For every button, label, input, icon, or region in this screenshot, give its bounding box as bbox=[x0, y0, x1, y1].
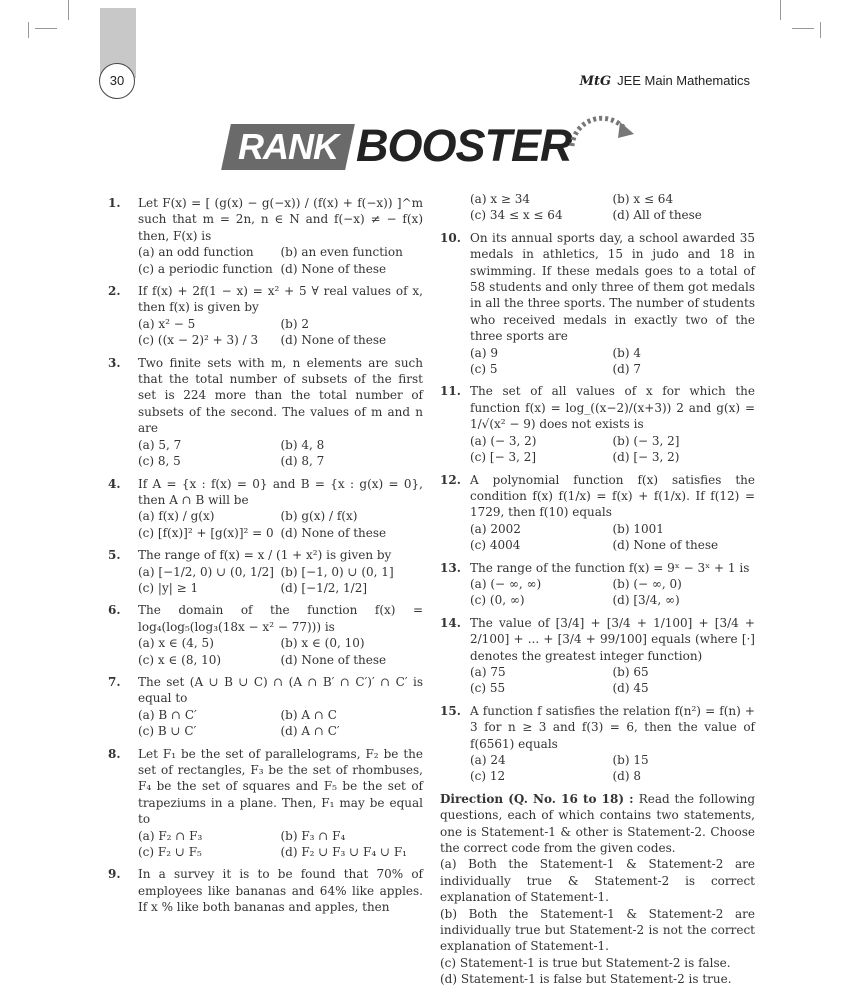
question-stem: A function f satisfies the relation f(n²) = f(n) + 3 for n ≥ 3 and f(3) = 6, then the value of f(6561) equals bbox=[470, 703, 755, 751]
option: (a) 5, 7 bbox=[138, 437, 182, 452]
question-stem: The domain of the function f(x) = log₄(log₅(log₃(18x − x² − 77))) is bbox=[138, 603, 423, 634]
question-number: 14. bbox=[440, 615, 461, 630]
question-stem: The range of f(x) = x / (1 + x²) is given by bbox=[138, 548, 392, 563]
question-stem: If f(x) + 2f(1 − x) = x² + 5 ∀ real values of x, then f(x) is given by bbox=[138, 284, 423, 315]
option: (c) [f(x)]² + [g(x)]² = 0 bbox=[138, 525, 274, 540]
option: (c) a periodic function bbox=[138, 261, 273, 276]
option-list bbox=[470, 576, 755, 609]
question-number: 10. bbox=[440, 230, 461, 245]
option: (c) x ∈ (8, 10) bbox=[138, 652, 222, 667]
question-stem: A polynomial function f(x) satisfies the condition f(x) f(1/x) = f(x) + f(1/x). If f(12) = 1729, then f(10) equals bbox=[470, 472, 755, 520]
option: (b) 1001 bbox=[612, 521, 664, 536]
direction-text: Read the following questions, each of which contains two statements, one is Statement-1 & other is Statement-2. Choose the correct code from the given codes. bbox=[440, 791, 755, 856]
option: (b) 2 bbox=[280, 316, 309, 331]
banner-booster: BOOSTER bbox=[356, 120, 572, 171]
option-list bbox=[470, 521, 755, 554]
left-column bbox=[108, 195, 423, 922]
option: (a) [−1/2, 0) ∪ (0, 1/2] bbox=[138, 564, 274, 579]
code-option: (d) Statement-1 is false but Statement-2 is true. bbox=[440, 972, 732, 987]
question-8 bbox=[108, 746, 423, 861]
question-stem: The range of the function f(x) = 9ˣ − 3ˣ + 1 is bbox=[470, 560, 750, 575]
option: (b) 4, 8 bbox=[280, 437, 325, 452]
question-stem: Let F₁ be the set of parallelograms, F₂ be the set of rectangles, F₃ be the set of rhombuses, F₄ be the set of squares and F₅ be the set of trapeziums in a plane. Then, F₁ may be equal to bbox=[138, 746, 423, 827]
option: (b) x ≤ 64 bbox=[612, 192, 674, 206]
option: (c) 4004 bbox=[470, 538, 521, 553]
option: (c) [− 3, 2] bbox=[470, 450, 537, 465]
crop-mark bbox=[28, 22, 29, 38]
code-option: (c) Statement-1 is true but Statement-2 is false. bbox=[440, 955, 731, 970]
option: (d) None of these bbox=[612, 538, 719, 553]
question-11 bbox=[440, 383, 755, 465]
option: (a) (− ∞, ∞) bbox=[470, 576, 542, 591]
question-stem: The set of all values of x for which the function f(x) = log_((x−2)/(x+3)) 2 and g(x) = 1/√(x² − 9) does not exists is bbox=[470, 384, 755, 432]
question-number: 1. bbox=[108, 196, 121, 210]
crop-mark bbox=[792, 28, 814, 29]
option: (b) [−1, 0) ∪ (0, 1] bbox=[280, 564, 394, 579]
question-number: 7. bbox=[108, 674, 121, 689]
option-list bbox=[138, 316, 423, 349]
option-list bbox=[470, 752, 755, 785]
option: (a) 2002 bbox=[470, 521, 521, 536]
option: (a) F₂ ∩ F₃ bbox=[138, 828, 203, 843]
crop-mark bbox=[820, 22, 821, 38]
question-number: 2. bbox=[108, 284, 121, 299]
option: (d) None of these bbox=[280, 652, 387, 667]
option: (a) x² − 5 bbox=[138, 316, 196, 331]
option: (a) 24 bbox=[470, 753, 506, 767]
option: (d) 45 bbox=[612, 681, 649, 696]
option: (c) 8, 5 bbox=[138, 454, 181, 469]
option: (d) [− 3, 2) bbox=[612, 450, 680, 465]
question-stem: In a survey it is to be found that 70% of employees like bananas and 64% like apples. If x % like both bananas and apples, then bbox=[138, 867, 423, 915]
question-stem: The value of [3/4] + [3/4 + 1/100] + [3/4 + 2/100] + ... + [3/4 + 99/100] equals (where [·] denotes the greatest integer function) bbox=[470, 615, 755, 663]
question-15 bbox=[440, 703, 755, 785]
question-number: 13. bbox=[440, 560, 461, 575]
option-list bbox=[138, 707, 423, 740]
question-stem: If A = {x : f(x) = 0} and B = {x : g(x) = 0}, then A ∩ B will be bbox=[138, 476, 423, 507]
question-stem: The set (A ∪ B ∪ C) ∩ (A ∩ B′ ∩ C′)′ ∩ C′ is equal to bbox=[138, 674, 423, 706]
option: (c) 5 bbox=[470, 362, 498, 377]
option: (b) F₃ ∩ F₄ bbox=[280, 828, 346, 843]
question-3 bbox=[108, 355, 423, 470]
option: (d) [−1/2, 1/2] bbox=[280, 580, 368, 595]
option-list bbox=[138, 828, 423, 861]
question-4 bbox=[108, 476, 423, 542]
crop-mark bbox=[68, 0, 69, 20]
crop-mark bbox=[35, 28, 57, 29]
code-option: (b) Both the Statement-1 & Statement-2 are individually true but Statement-2 is not the correct explanation of Statement-1. bbox=[440, 906, 755, 954]
option: (b) 65 bbox=[612, 664, 649, 679]
option-list bbox=[138, 564, 423, 597]
question-stem: Two finite sets with m, n elements are such that the total number of subsets of the first set is 224 more than the total number of subsets of the second. The values of m and n are bbox=[138, 355, 423, 436]
option: (c) ((x − 2)² + 3) / 3 bbox=[138, 333, 259, 348]
option: (d) All of these bbox=[612, 208, 702, 223]
option: (a) x ∈ (4, 5) bbox=[138, 636, 214, 651]
question-1 bbox=[108, 195, 423, 277]
direction-heading: Direction (Q. No. 16 to 18) : bbox=[440, 791, 639, 806]
option-list bbox=[470, 345, 755, 378]
question-2 bbox=[108, 283, 423, 349]
book-title: JEE Main Mathematics bbox=[617, 73, 750, 88]
running-header bbox=[580, 73, 750, 89]
option: (a) 9 bbox=[470, 345, 498, 360]
question-number: 3. bbox=[108, 355, 121, 370]
option: (c) F₂ ∪ F₅ bbox=[138, 845, 202, 860]
option: (d) 8 bbox=[612, 769, 641, 784]
option: (b) an even function bbox=[280, 245, 403, 260]
option-list bbox=[470, 191, 755, 224]
option: (d) F₂ ∪ F₃ ∪ F₄ ∪ F₁ bbox=[280, 845, 407, 860]
option-list bbox=[138, 244, 423, 277]
code-option: (a) Both the Statement-1 & Statement-2 are individually true & Statement-2 is correct explanation of Statement-1. bbox=[440, 857, 755, 905]
publisher-logo: MtG bbox=[579, 74, 612, 89]
question-12 bbox=[440, 472, 755, 554]
option: (a) an odd function bbox=[138, 245, 254, 260]
option-list bbox=[138, 508, 423, 541]
option: (b) 15 bbox=[612, 753, 649, 767]
option: (d) None of these bbox=[280, 333, 387, 348]
question-stem: Let F(x) = [ (g(x) − g(−x)) / (f(x) + f(−x)) ]^m such that m = 2n, n ∈ N and f(−x) ≠ − f(x) then, F(x) is bbox=[138, 196, 423, 243]
question-cont bbox=[440, 191, 755, 224]
question-number: 5. bbox=[108, 548, 121, 563]
option: (a) 75 bbox=[470, 664, 506, 679]
option: (b) x ∈ (0, 10) bbox=[280, 636, 365, 651]
option: (d) [3/4, ∞) bbox=[612, 593, 680, 608]
option: (c) 55 bbox=[470, 681, 506, 696]
question-number: 11. bbox=[440, 384, 461, 399]
option-list bbox=[138, 635, 423, 668]
question-9 bbox=[108, 866, 423, 915]
question-14 bbox=[440, 615, 755, 697]
option: (c) 12 bbox=[470, 769, 506, 784]
option: (a) x ≥ 34 bbox=[470, 192, 531, 206]
crop-mark bbox=[780, 0, 781, 20]
question-10 bbox=[440, 230, 755, 378]
question-number: 8. bbox=[108, 746, 121, 761]
option-list bbox=[470, 433, 755, 466]
option: (b) 4 bbox=[612, 345, 641, 360]
question-number: 15. bbox=[440, 703, 461, 718]
option: (d) None of these bbox=[280, 261, 387, 276]
page-number: 30 bbox=[99, 63, 135, 99]
option: (b) (− 3, 2] bbox=[612, 433, 680, 448]
option: (a) f(x) / g(x) bbox=[138, 509, 215, 524]
option: (b) A ∩ C bbox=[280, 707, 337, 722]
option: (d) None of these bbox=[280, 525, 387, 540]
question-5 bbox=[108, 547, 423, 596]
option: (d) A ∩ C′ bbox=[280, 724, 340, 739]
question-6 bbox=[108, 602, 423, 668]
option: (b) g(x) / f(x) bbox=[280, 509, 358, 524]
question-13 bbox=[440, 560, 755, 609]
option: (d) 7 bbox=[612, 362, 641, 377]
option-list bbox=[138, 437, 423, 470]
option: (d) 8, 7 bbox=[280, 454, 325, 469]
option: (a) (− 3, 2) bbox=[470, 433, 537, 448]
option-list bbox=[470, 664, 755, 697]
option: (c) |y| ≥ 1 bbox=[138, 580, 199, 595]
option: (b) (− ∞, 0) bbox=[612, 576, 682, 591]
question-number: 6. bbox=[108, 603, 121, 618]
question-stem: On its annual sports day, a school awarded 35 medals in athletics, 15 in judo and 18 in swimming. If these medals goes to a total of 58 students and only three of them got medals in all the three sports. The number of students who received medals in exactly two of the three sports are bbox=[470, 230, 755, 344]
option: (c) (0, ∞) bbox=[470, 593, 525, 608]
question-number: 4. bbox=[108, 476, 121, 491]
question-number: 12. bbox=[440, 472, 461, 487]
direction-block bbox=[440, 791, 755, 857]
question-number: 9. bbox=[108, 867, 121, 882]
option: (c) B ∪ C′ bbox=[138, 724, 197, 739]
question-7 bbox=[108, 674, 423, 740]
option: (a) B ∩ C′ bbox=[138, 707, 197, 722]
option: (c) 34 ≤ x ≤ 64 bbox=[470, 208, 563, 223]
speed-arc-icon bbox=[562, 108, 642, 178]
right-column bbox=[440, 191, 755, 988]
banner-rank: RANK bbox=[221, 124, 355, 170]
